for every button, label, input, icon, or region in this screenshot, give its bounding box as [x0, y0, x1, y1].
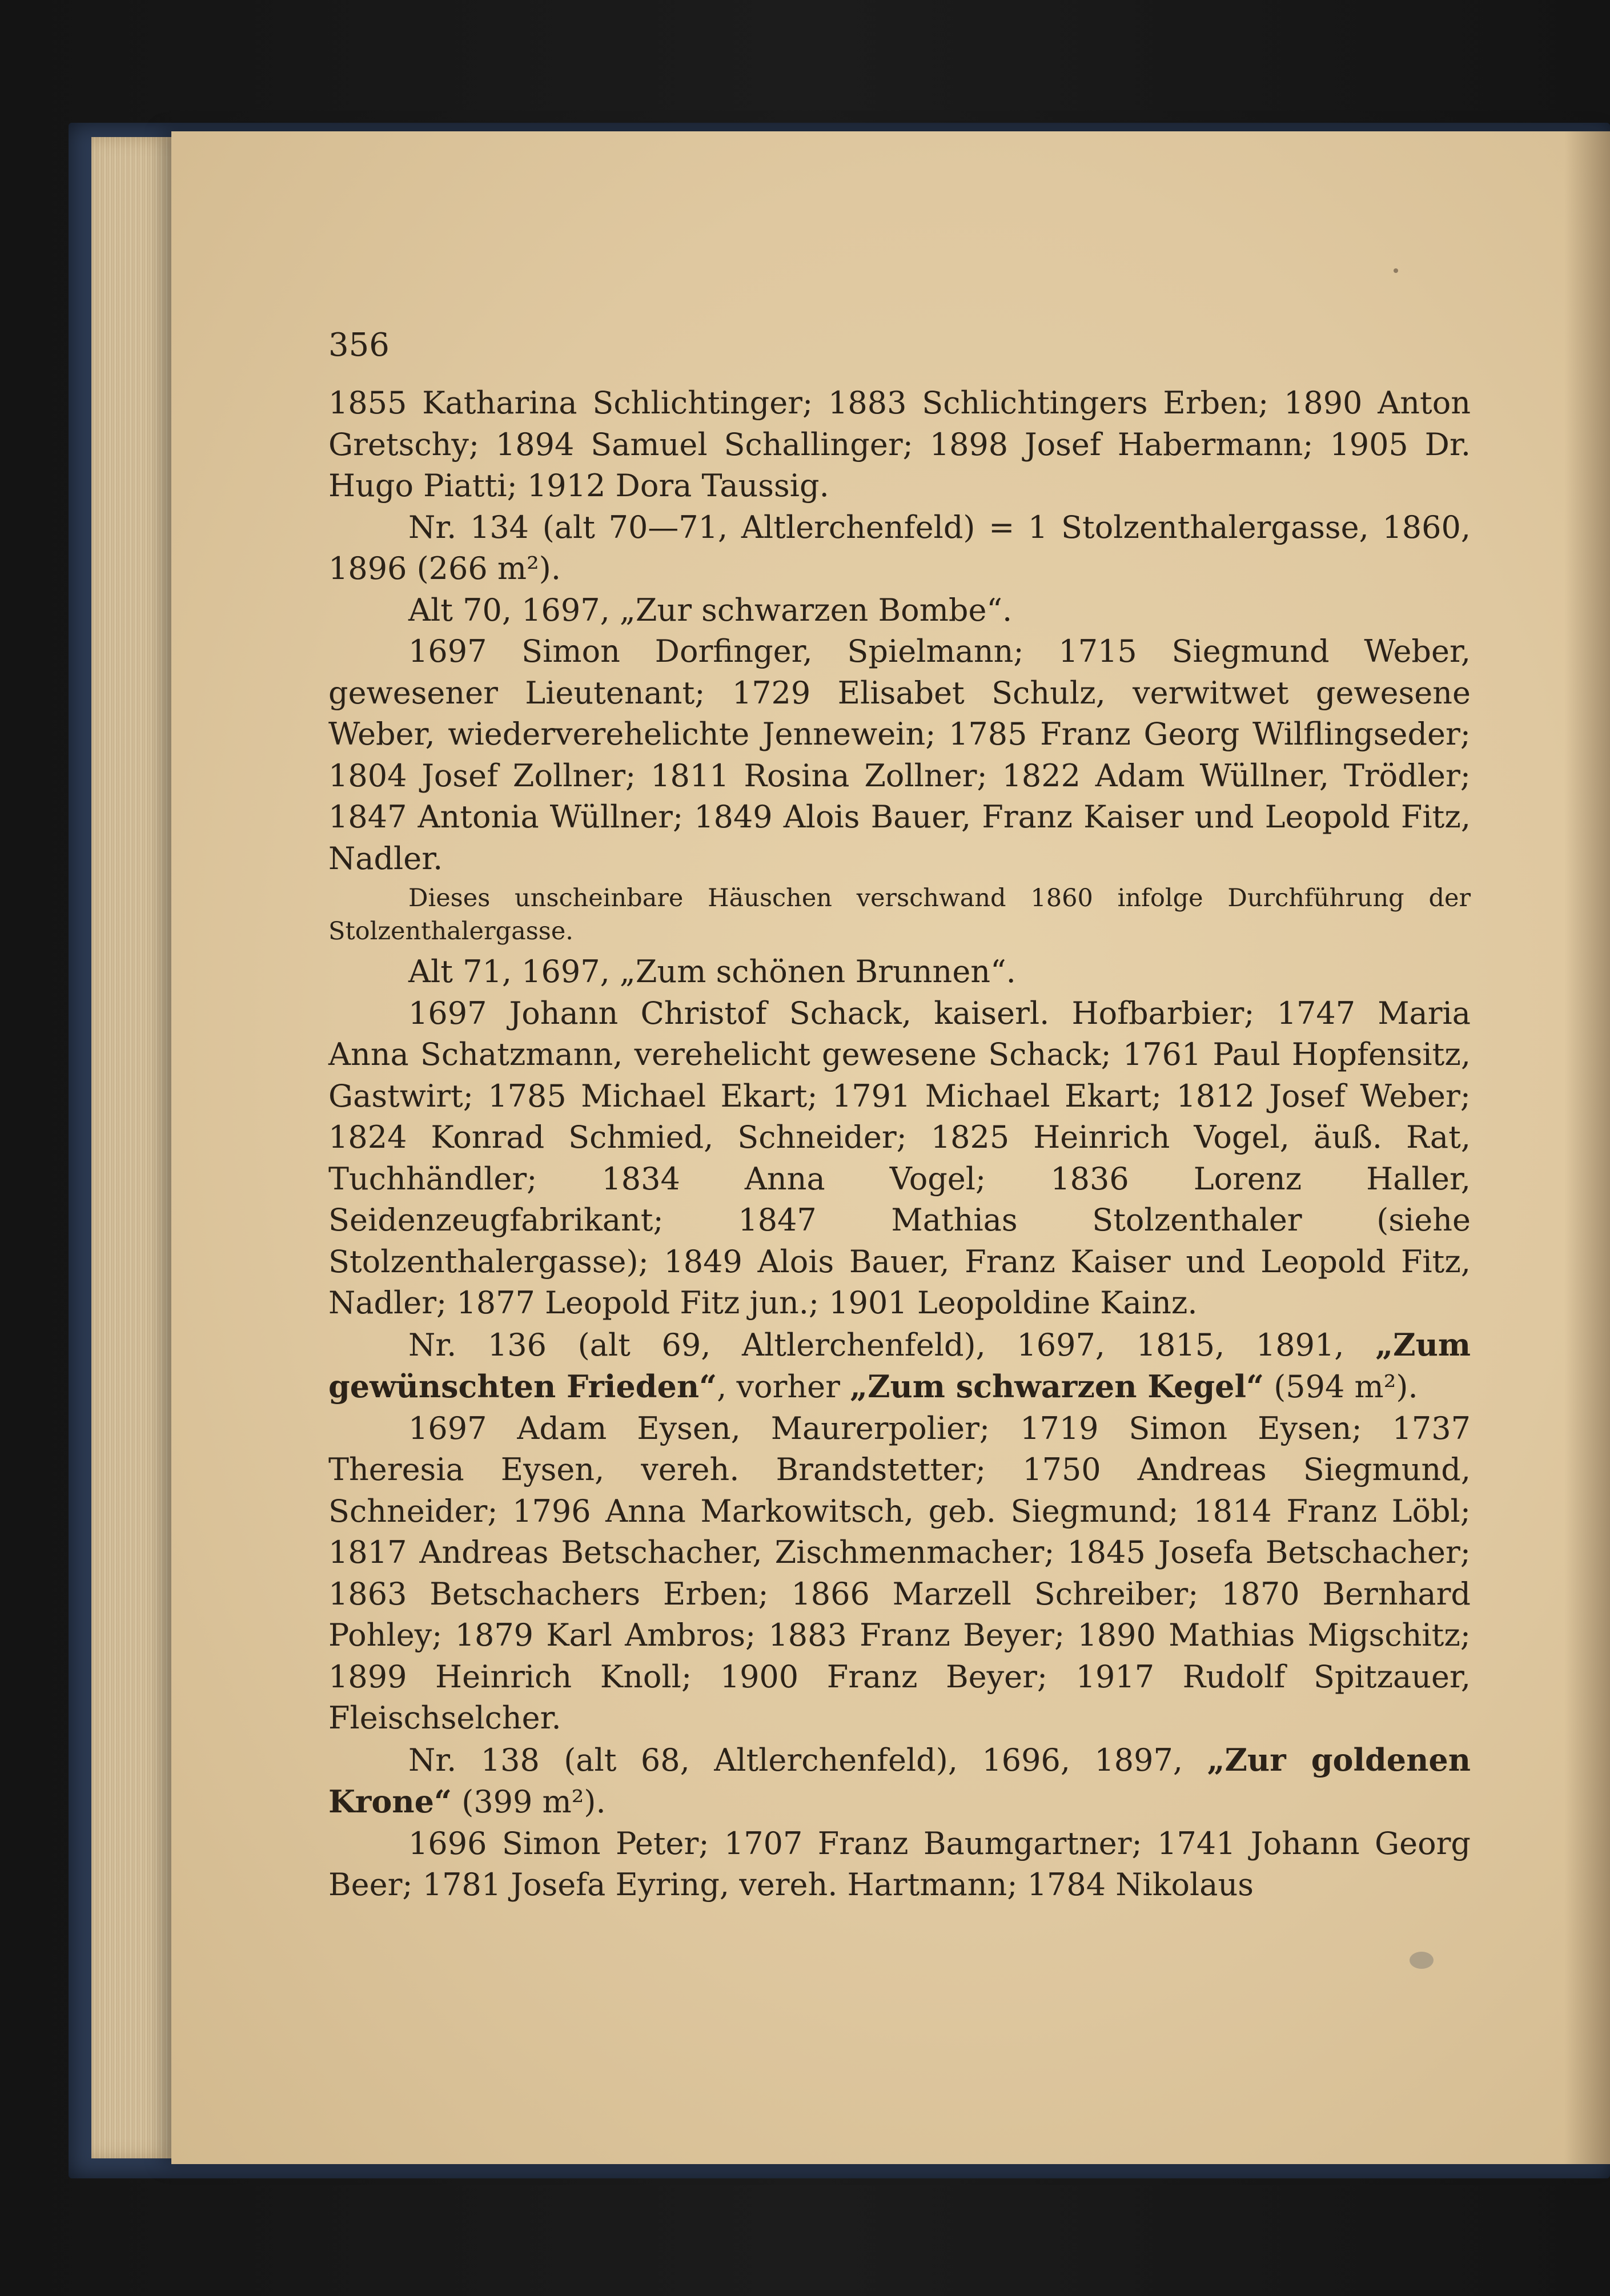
nr138-lead: Nr. 138 (alt 68, Altlerchenfeld), 1696, 1897,	[408, 1742, 1207, 1778]
paragraph-nr138-owners: 1696 Simon Peter; 1707 Franz Baumgartner; 1741 Johann Georg Beer; 1781 Josefa Eyring, vereh. Hartmann; 1784 Nikolaus	[328, 1825, 1471, 1903]
nr136-mid: , vorher	[717, 1369, 850, 1405]
page-number: 356	[328, 327, 390, 364]
nr138-name-krone: „Zur goldenen Krone“	[328, 1741, 1471, 1820]
paragraph-alt70-title: Alt 70, 1697, „Zur schwarzen Bombe“.	[408, 592, 1013, 628]
nr138-tail: (399 m²).	[452, 1784, 606, 1820]
paragraph-alt70-owners: 1697 Simon Dorfinger, Spielmann; 1715 Siegmund Weber, gewesener Lieutenant; 1729 Elisabet Schulz, verwitwet gewesene Weber, wiederverehelichte Jennewein; 1785 Franz Georg Wilflingseder; 1804 Josef Zollner; 1811 Rosina Zollner; 1822 Adam Wüllner, Trödler; 1847 Antonia Wüllner; 1849 Alois Bauer, Franz Kaiser und Leopold Fitz, Nadler.	[328, 633, 1471, 876]
paragraph-nr136	[328, 1324, 1471, 1408]
nr136-lead: Nr. 136 (alt 69, Altlerchenfeld), 1697, 1815, 1891,	[408, 1326, 1376, 1363]
ink-smudge	[1410, 1952, 1434, 1969]
note-haeuschen: Dieses unscheinbare Häuschen verschwand 1860 infolge Durchführung der Stolzenthalergasse.	[328, 884, 1471, 946]
paragraph-nr138	[328, 1739, 1471, 1823]
paragraph-alt71-owners: 1697 Johann Christof Schack, kaiserl. Hofbarbier; 1747 Maria Anna Schatzmann, verehelicht gewesene Schack; 1761 Paul Hopfensitz, Gastwirt; 1785 Michael Ekart; 1791 Michael Ekart; 1812 Josef Weber; 1824 Konrad Schmied, Schneider; 1825 Heinrich Vogel, äuß. Rat, Tuchhändler; 1834 Anna Vogel; 1836 Lorenz Haller, Seidenzeugfabrikant; 1847 Mathias Stolzenthaler (siehe Stolzenthalergasse); 1849 Alois Bauer, Franz Kaiser und Leopold Fitz, Nadler; 1877 Leopold Fitz jun.; 1901 Leopoldine Kainz.	[328, 995, 1471, 1321]
ink-speck	[1394, 268, 1398, 273]
page-text-block	[328, 320, 1471, 1906]
paragraph-nr136-owners: 1697 Adam Eysen, Maurerpolier; 1719 Simon Eysen; 1737 Theresia Eysen, vereh. Brandstetter; 1750 Andreas Siegmund, Schneider; 1796 Anna Markowitsch, geb. Siegmund; 1814 Franz Löbl; 1817 Andreas Betschacher, Zischmenmacher; 1845 Josefa Betschacher; 1863 Betschachers Erben; 1866 Marzell Schreiber; 1870 Bernhard Pohley; 1879 Karl Ambros; 1883 Franz Beyer; 1890 Mathias Migschitz; 1899 Heinrich Knoll; 1900 Franz Beyer; 1917 Rudolf Spitzauer, Fleischselcher.	[328, 1410, 1471, 1736]
nr136-name-frieden: „Zum gewünschten Frieden“	[328, 1326, 1471, 1405]
nr136-tail: (594 m²).	[1264, 1369, 1418, 1405]
nr136-name-kegel: „Zum schwarzen Kegel“	[850, 1368, 1264, 1405]
paragraph-owners-nr134-prev: 1855 Katharina Schlichtinger; 1883 Schlichtingers Erben; 1890 Anton Gretschy; 1894 Samuel Schallinger; 1898 Josef Habermann; 1905 Dr. Hugo Piatti; 1912 Dora Taussig.	[328, 385, 1471, 504]
page-gutter-shadow	[1564, 131, 1610, 2164]
paragraph-alt71-title: Alt 71, 1697, „Zum schönen Brunnen“.	[408, 954, 1016, 990]
paragraph-nr134: Nr. 134 (alt 70—71, Altlerchenfeld) = 1 Stolzenthalergasse, 1860, 1896 (266 m²).	[328, 509, 1471, 586]
